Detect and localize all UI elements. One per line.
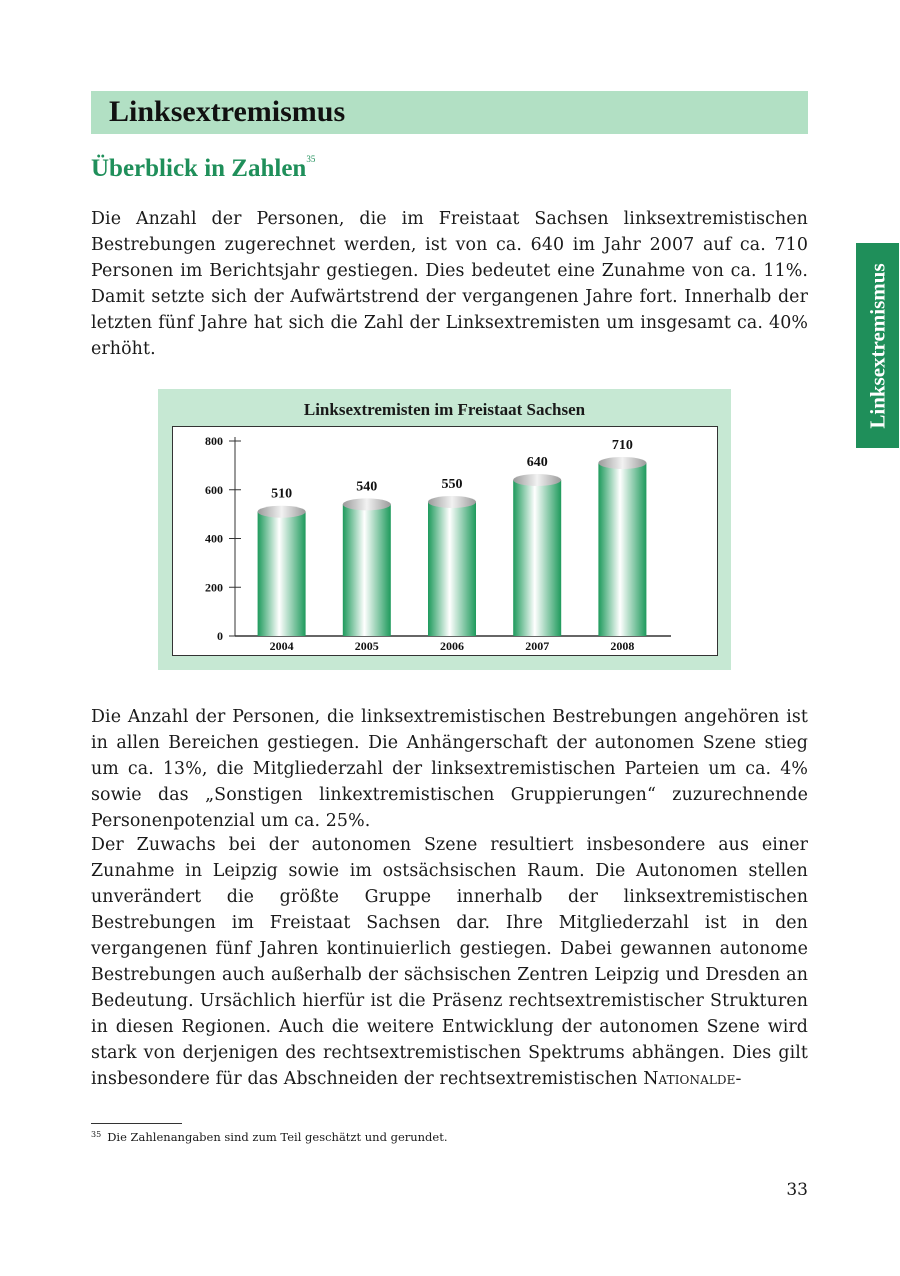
chart-plot-area (172, 426, 718, 656)
bar (513, 480, 561, 636)
bar-value-label: 550 (441, 476, 463, 492)
bar-cap (428, 496, 476, 508)
bar-value-label: 640 (526, 455, 548, 470)
side-tab (856, 243, 899, 448)
bar (598, 463, 646, 636)
x-tick-label: 2008 (610, 639, 635, 653)
paragraph-autonomous-text: Der Zuwachs bei der autonomen Szene resultiert insbesondere aus einer Zunahme in Leipzig sowie im ostsächsischen Raum. Die Autonomen stellen unverändert die größte Gruppe innerhalb der linksextremistischen Bestrebungen im Freistaat Sachsen dar. Ihre Mitgliederzahl ist in den vergangenen fünf Jahren kontinuierlich gestiegen. Dabei gewannen autonome Bestrebungen auch außerhalb der sächsischen Zentren Leipzig und Dresden an Bedeutung. Ursächlich hierfür ist die Präsenz rechtsextremistischer Strukturen in diesen Regionen. Auch die weitere Entwicklung der autonomen Szene wird stark von derjenigen des rechtsextremistischen Spektrums abhängen. Dies gilt insbesondere für das Abschneiden der rechtsextremistischen (91, 835, 808, 1089)
section-header-band (91, 91, 808, 134)
bar-cap (598, 457, 646, 469)
section-title: Linksextremismus (109, 95, 346, 128)
y-tick-label: 200 (205, 580, 223, 595)
y-tick-label: 600 (205, 482, 223, 497)
bar (343, 504, 391, 636)
bar-cap (258, 506, 306, 518)
footnote-reference: 35 (306, 154, 316, 164)
side-tab-label: Linksextremismus (865, 262, 889, 429)
x-tick-label: 2007 (525, 639, 550, 653)
chart-title: Linksextremisten im Freistaat Sachsen (303, 400, 586, 419)
footnote-text: Die Zahlenangaben sind zum Teil geschätzt und gerundet. (107, 1130, 448, 1144)
bar-cap (513, 474, 561, 486)
x-tick-label: 2005 (354, 639, 379, 653)
paragraph-groups: Die Anzahl der Personen, die linksextremistischen Bestrebungen angehören ist in allen Bereichen gestiegen. Die Anhängerschaft der autonomen Szene stieg um ca. 13%, die Mitgliederzahl der linksextremistischen Parteien um ca. 4% sowie das „Sonstigen linkextremistischen Gruppierungen“ zuzurechnende Personenpotenzial um ca. 25%. (91, 707, 808, 831)
x-tick-label: 2006 (440, 639, 464, 653)
subheading-text: Überblick in Zahlen (91, 155, 307, 182)
paragraph-intro: Die Anzahl der Personen, die im Freistaat Sachsen linksextremistischen Bestrebungen zugerechnet werden, ist von ca. 640 im Jahr 2007 auf ca. 710 Personen im Berichtsjahr gestiegen. Dies bedeutet eine Zunahme von ca. 11%. Damit setzte sich der Aufwärtstrend der vergangenen Jahre fort. Innerhalb der letzten fünf Jahre hat sich die Zahl der Linksextremisten um insgesamt ca. 40% erhöht. (91, 209, 808, 359)
bar (258, 512, 306, 636)
footnote (91, 1130, 448, 1144)
bar (428, 502, 476, 636)
footnote-number: 35 (91, 1130, 102, 1139)
subheading (91, 154, 315, 183)
y-tick-label: 0 (217, 629, 223, 643)
x-tick-label: 2004 (269, 639, 294, 653)
bar-value-label: 710 (611, 437, 633, 453)
paragraph-autonomous (91, 832, 808, 1092)
page-number: 33 (786, 1180, 808, 1200)
bar-value-label: 540 (356, 479, 378, 495)
footnote-divider (91, 1123, 182, 1124)
bar-value-label: 510 (271, 486, 293, 502)
paragraph-autonomous-smallcaps: Nationalde- (643, 1069, 742, 1089)
bar-chart (173, 427, 717, 655)
chart-container (158, 389, 731, 670)
bar-cap (343, 498, 391, 510)
y-tick-label: 400 (205, 531, 223, 546)
y-tick-label: 800 (205, 434, 223, 448)
